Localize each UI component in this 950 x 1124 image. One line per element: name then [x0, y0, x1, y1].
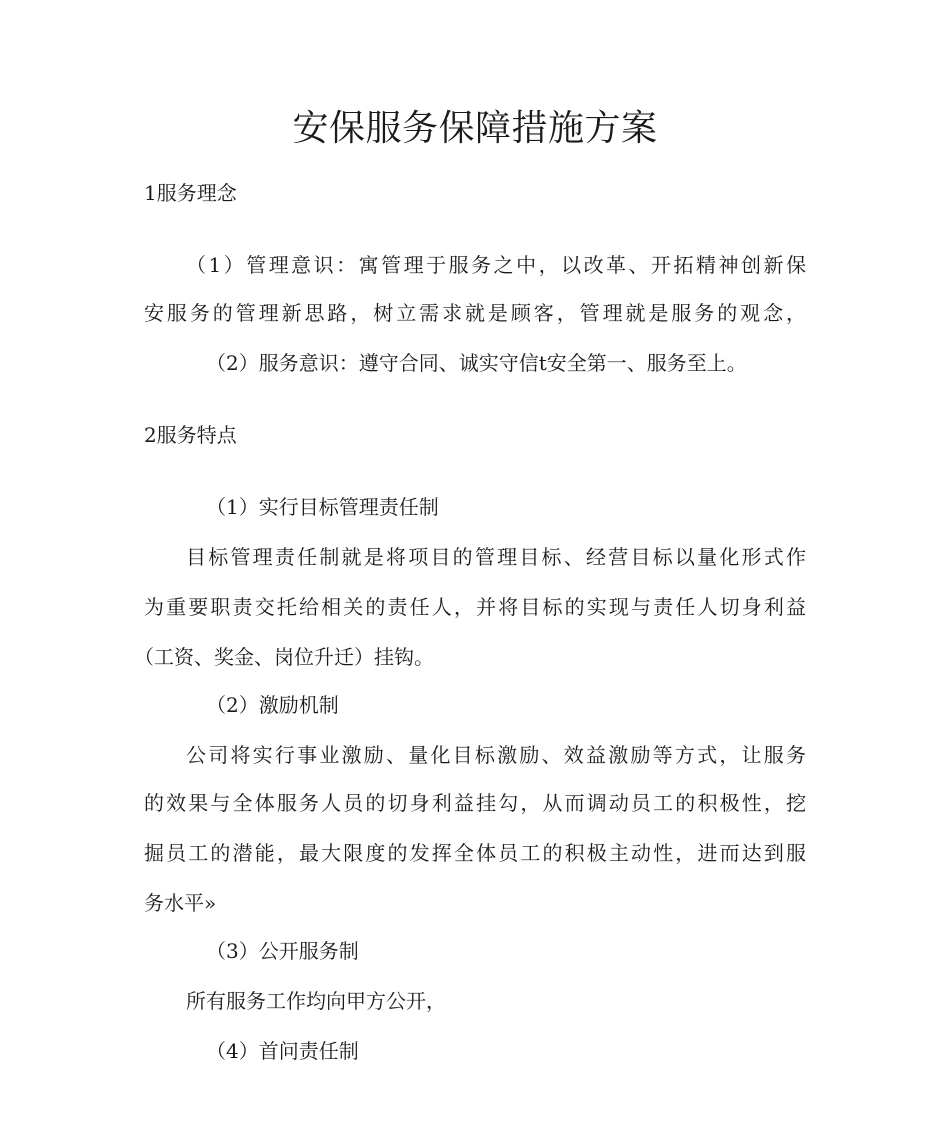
paragraph-line: 的效果与全体服务人员的切身利益挂勾，从而调动员工的积极性，挖	[144, 791, 806, 815]
paragraph-line: （工资、奖金、岗位升迁）挂钩。	[134, 645, 434, 669]
section-heading-service-concept: 1服务理念	[144, 181, 237, 205]
paragraph-line: 安服务的管理新思路，树立需求就是顾客，管理就是服务的观念，	[144, 301, 806, 325]
paragraph-line: 为重要职责交托给相关的责任人，并将目标的实现与责任人切身利益	[144, 595, 806, 619]
section-heading-service-features: 2服务特点	[144, 423, 237, 447]
paragraph-line: （1）管理意识：寓管理于服务之中，以改革、开拓精神创新保	[186, 253, 806, 277]
paragraph-line: 掘员工的潜能，最大限度的发挥全体员工的积极主动性，进而达到服	[144, 841, 806, 865]
paragraph-line: （2）服务意识：遵守合同、诚实守信t安全第一、服务至上。	[206, 351, 747, 375]
subheading-line: （3）公开服务制	[206, 939, 359, 963]
paragraph-line: 公司将实行事业激励、量化目标激励、效益激励等方式，让服务	[186, 743, 806, 767]
subheading-line: （1）实行目标管理责任制	[206, 495, 439, 519]
document-title: 安保服务保障措施方案	[292, 108, 658, 149]
subheading-line: （2）激励机制	[206, 693, 339, 717]
paragraph-line: 目标管理责任制就是将项目的管理目标、经营目标以量化形式作	[186, 545, 806, 569]
paragraph-line: 务水平»	[144, 891, 217, 915]
paragraph-line: 所有服务工作均向甲方公开，	[186, 989, 446, 1013]
subheading-line: （4）首问责任制	[206, 1039, 359, 1063]
